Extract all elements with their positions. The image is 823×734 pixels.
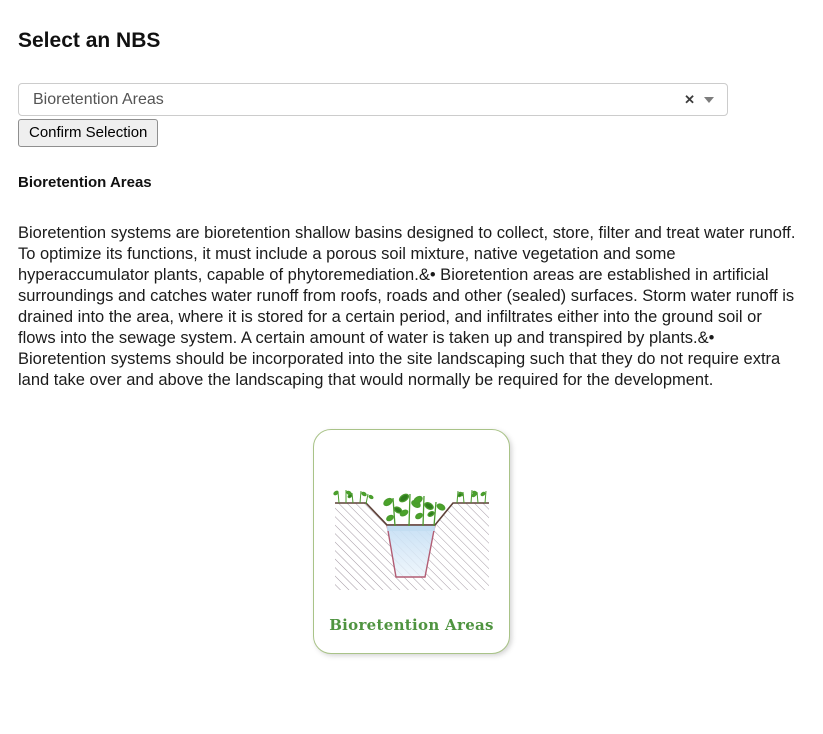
nbs-image-card <box>313 429 510 654</box>
image-caption: Bioretention Areas <box>329 616 494 635</box>
nbs-detail-heading: Bioretention Areas <box>18 174 152 192</box>
water-surface <box>387 525 435 531</box>
page-title: Select an NBS <box>18 29 161 52</box>
nbs-description: Bioretention systems are bioretention shallow basins designed to collect, store, filter and treat water runoff. To optimize its functions, it must include a porous soil mixture, native vegetation and some hyperaccumulator plants, capable of phytoremediation.&• Bioretention areas are established in artificial surroundings and catches water runoff from roofs, roads and other (sealed) surfaces. Storm water runoff is drained into the area, where it is stored for a certain period, and infiltrates either into the ground soil or flows into the sewage system. A certain amount of water is taken up and transpired by plants.&• Bioretention systems should be incorporated into the site landscaping such that they do not require extra land take over and above the landscaping that would normally be required for the development. <box>18 224 796 390</box>
chevron-down-icon[interactable] <box>704 97 714 103</box>
clear-icon[interactable]: ✕ <box>684 92 695 108</box>
nbs-select-value: Bioretention Areas <box>33 90 164 108</box>
nbs-select[interactable] <box>18 83 728 116</box>
confirm-selection-button[interactable]: Confirm Selection <box>18 119 158 147</box>
bioretention-illustration <box>332 480 492 592</box>
